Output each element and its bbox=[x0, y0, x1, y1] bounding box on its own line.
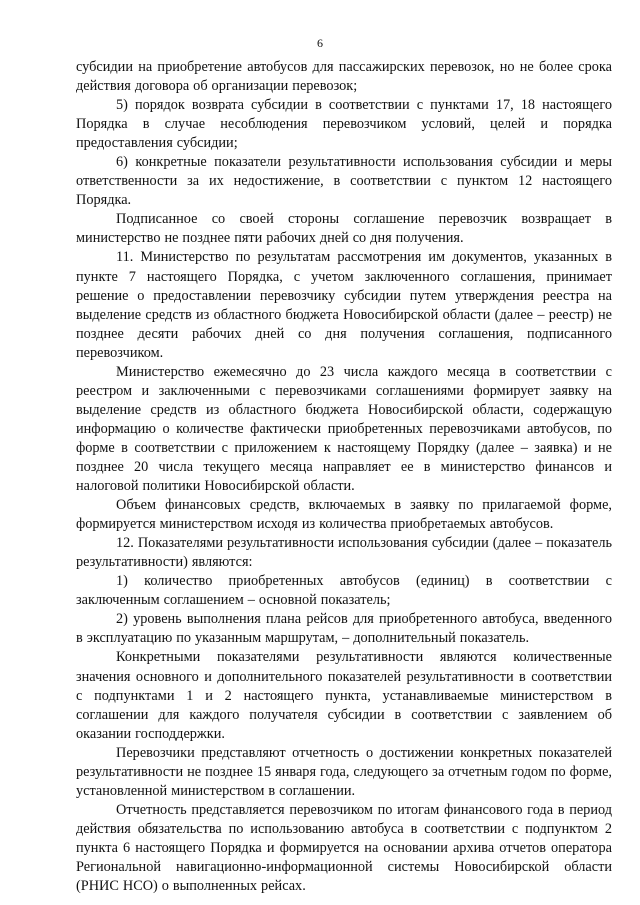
paragraph-monthly-request: Министерство ежемесячно до 23 числа каждого месяца в соответствии с реестром и заключенными с перевозчиками соглашениями формирует заявку на выделение средств из областного бюджета Новосибирской области, содержащую информацию о количестве фактически приобретенных перевозчиками автобусов, по форме в соответствии с приложением к настоящему Порядку (далее – заявка) и не позднее 20 числа текущего месяца направляет ее в министерство финансов и налоговой политики Новосибирской области. bbox=[76, 363, 612, 495]
paragraph-item-5: 5) порядок возврата субсидии в соответствии с пунктами 17, 18 настоящего Порядка в случае несоблюдения перевозчиком условий, целей и порядка предоставления субсидии; bbox=[76, 97, 612, 152]
paragraph-clause-11: 11. Министерство по результатам рассмотрения им документов, указанных в пункте 7 настоящего Порядка, с учетом заключенного соглашения, принимает решение о предоставлении перевозчику субсидии путем утверждения реестра на выделение средств из областного бюджета Новосибирской области (далее – реестр) не позднее десяти рабочих дней со дня получения соглашения, подписанного перевозчиком. bbox=[76, 249, 612, 361]
document-body bbox=[76, 58, 612, 896]
paragraph-indicator-2: 2) уровень выполнения плана рейсов для приобретенного автобуса, введенного в эксплуатацию по указанным маршрутам, – дополнительный показатель. bbox=[76, 611, 612, 647]
paragraph-carrier-reporting: Перевозчики представляют отчетность о достижении конкретных показателей результативности не позднее 15 января года, следующего за отчетным годом по форме, установленной министерством в соглашении. bbox=[76, 744, 612, 799]
paragraph-item-6: 6) конкретные показатели результативности использования субсидии и меры ответственности за их недостижение, в соответствии с пунктом 12 настоящего Порядка. bbox=[76, 154, 612, 209]
paragraph-reporting-basis: Отчетность представляется перевозчиком по итогам финансового года в период действия обязательства по использованию автобуса в соответствии с подпунктом 2 пункта 6 настоящего Порядка и формируется на основании архива отчетов оператора Региональной навигационно-информационной системы Новосибирской области (РНИС НСО) о выполненных рейсах. bbox=[76, 801, 612, 895]
paragraph-financial-volume: Объем финансовых средств, включаемых в заявку по прилагаемой форме, формируется министерством исходя из количества приобретаемых автобусов. bbox=[76, 497, 612, 533]
paragraph-indicator-1: 1) количество приобретенных автобусов (единиц) в соответствии с заключенным соглашением – основной показатель; bbox=[76, 573, 612, 609]
page-number: 6 bbox=[317, 36, 323, 50]
paragraph-clause-12: 12. Показателями результативности использования субсидии (далее – показатель результативности) являются: bbox=[76, 535, 612, 571]
paragraph-specific-indicators: Конкретными показателями результативности являются количественные значения основного и дополнительного показателей результативности в соответствии с подпунктами 1 и 2 настоящего пункта, устанавливаемые министерством в соглашении для каждого получателя субсидии в соответствии с заявлением об оказании господдержки. bbox=[76, 649, 612, 742]
paragraph-continuation: субсидии на приобретение автобусов для пассажирских перевозок, но не более срока действия договора об организации перевозок; bbox=[76, 59, 612, 95]
paragraph-agreement-return: Подписанное со своей стороны соглашение перевозчик возвращает в министерство не позднее пяти рабочих дней со дня получения. bbox=[76, 211, 612, 247]
